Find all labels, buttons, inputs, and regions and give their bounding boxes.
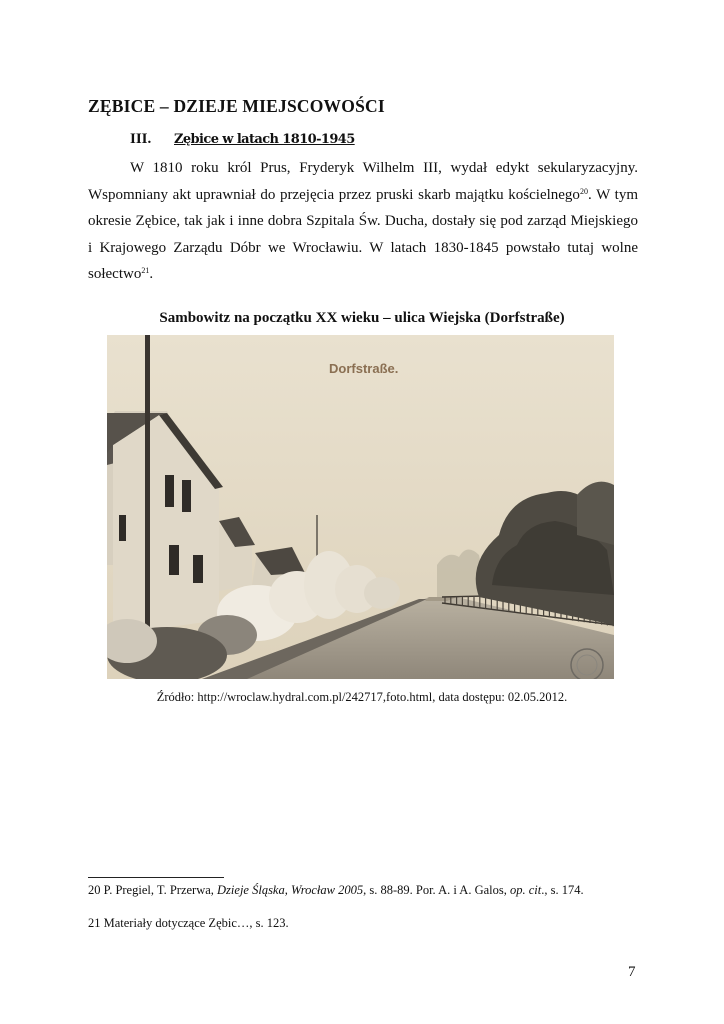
footnote-italic-title: Dzieje Śląska, Wrocław 2005: [217, 883, 364, 897]
footnote-text: , s. 88-89. Por. A. i A. Galos,: [363, 883, 510, 897]
photo-label: Dorfstraße.: [329, 361, 399, 376]
footnote-ref-21[interactable]: 21: [141, 266, 150, 276]
section-number: III.: [130, 131, 152, 147]
footnote-italic-opcit: op. cit: [509, 883, 542, 897]
figure-source: Źródło: http://wroclaw.hydral.com.pl/242717,foto.html, data dostępu: 02.05.2012.: [156, 690, 568, 704]
footnote-text: Materiały dotyczące Zębic…, s. 123.: [103, 916, 289, 930]
page-number: 7: [628, 964, 636, 980]
section-heading: Zębice w latach 1810-1945: [174, 132, 355, 147]
footnote-number: 21: [88, 916, 101, 930]
document-title: ZĘBICE – DZIEJE MIEJSCOWOŚCI: [88, 96, 385, 116]
footnote-20: [88, 883, 584, 898]
footnote-text: ., s. 174.: [541, 883, 584, 897]
paragraph-text-1: W 1810 roku król Prus, Fryderyk Wilhelm III, wydał edykt sekularyzacyjny. Wspomniany akt uprawniał do przejęcia przez pruski skarb majątku kościelnego: [88, 160, 638, 203]
footnote-text: P. Pregiel, T. Przerwa,: [103, 883, 218, 897]
footnote-21: [88, 916, 289, 931]
body-paragraph: [88, 155, 638, 288]
figure-caption: Sambowitz na początku XX wieku – ulica Wiejska (Dorfstraße): [159, 310, 565, 326]
paragraph-text-2: . W tym okresie Zębice, tak jak i inne dobra Szpitala Św. Ducha, dostały się pod zarząd Miejskiego i Krajowego Zarządu Dóbr we Wrocławiu. W latach 1830-1845 powstało tutaj wolne sołectwo: [88, 186, 638, 283]
section-header: [130, 131, 355, 148]
historic-street-photo: [107, 335, 614, 679]
footnote-ref-20[interactable]: 20: [579, 186, 588, 196]
footnote-divider: [88, 877, 224, 878]
footnote-number: 20: [88, 883, 101, 897]
paragraph-text-3: .: [149, 266, 154, 283]
